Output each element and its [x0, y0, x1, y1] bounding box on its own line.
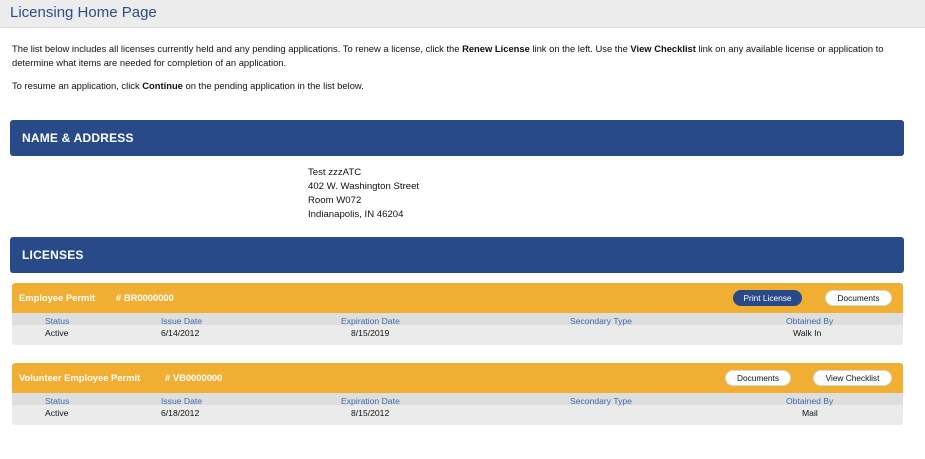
page-title: Licensing Home Page	[10, 4, 157, 21]
intro-paragraph-renew	[12, 42, 912, 69]
address-block	[308, 166, 419, 222]
license-expiration-date: 8/15/2012	[351, 408, 390, 418]
licenses-heading: LICENSES	[22, 248, 84, 262]
license-card-header	[12, 283, 903, 313]
license-issue-date: 6/18/2012	[161, 408, 200, 418]
license-expiration-date: 8/15/2019	[351, 328, 390, 338]
intro-text-segment: link on the left. Use the	[529, 43, 631, 54]
print-license-button[interactable]: Print License	[733, 290, 802, 306]
col-header-status: Status	[45, 316, 70, 326]
license-status: Active	[45, 408, 69, 418]
address-street: 402 W. Washington Street	[308, 181, 420, 192]
license-name: Employee Permit	[19, 292, 96, 303]
col-header-issue-date: Issue Date	[161, 396, 203, 406]
address-name: Test zzzATC	[308, 167, 362, 178]
licenses-header	[10, 237, 904, 273]
intro-text-segment: link on any available license or application to determine what items are needed for completion of an application.	[12, 43, 884, 68]
col-header-issue-date: Issue Date	[161, 316, 203, 326]
license-status: Active	[45, 328, 69, 338]
license-number: # VB0000000	[165, 372, 223, 383]
page-header	[0, 0, 925, 28]
license-name: Volunteer Employee Permit	[19, 372, 141, 383]
license-obtained-by: Mail	[802, 408, 818, 418]
license-card-header	[12, 363, 903, 393]
name-address-header	[10, 120, 904, 156]
renew-license-mention: Renew License	[462, 43, 530, 54]
license-issue-date: 6/14/2012	[161, 328, 200, 338]
name-address-heading: NAME & ADDRESS	[22, 131, 134, 145]
continue-mention: Continue	[142, 80, 183, 91]
col-header-status: Status	[45, 396, 70, 406]
documents-button[interactable]: Documents	[825, 290, 892, 306]
license-obtained-by: Walk In	[793, 328, 822, 338]
column-header-band	[12, 313, 903, 325]
license-number: # BR0000000	[116, 292, 174, 303]
intro-text-segment: on the pending application in the list below.	[182, 80, 364, 91]
intro-paragraph-continue	[12, 79, 912, 93]
col-header-obtained-by: Obtained By	[786, 316, 834, 326]
col-header-expiration-date: Expiration Date	[341, 396, 400, 406]
intro-text	[12, 42, 912, 93]
license-card-employee-permit	[12, 283, 903, 345]
intro-text-segment: The list below includes all licenses currently held and any pending applications. To renew a license, click the	[12, 43, 463, 54]
intro-text-segment: To resume an application, click	[12, 80, 143, 91]
license-card-volunteer-employee-permit	[12, 363, 903, 425]
address-city-state-zip: Indianapolis, IN 46204	[308, 209, 404, 220]
col-header-expiration-date: Expiration Date	[341, 316, 400, 326]
view-checklist-mention: View Checklist	[630, 43, 696, 54]
col-header-secondary-type: Secondary Type	[570, 396, 632, 406]
col-header-obtained-by: Obtained By	[786, 396, 834, 406]
view-checklist-button[interactable]: View Checklist	[813, 370, 892, 386]
column-header-band	[12, 393, 903, 405]
col-header-secondary-type: Secondary Type	[570, 316, 632, 326]
address-room: Room W072	[308, 195, 362, 206]
documents-button[interactable]: Documents	[725, 370, 791, 386]
